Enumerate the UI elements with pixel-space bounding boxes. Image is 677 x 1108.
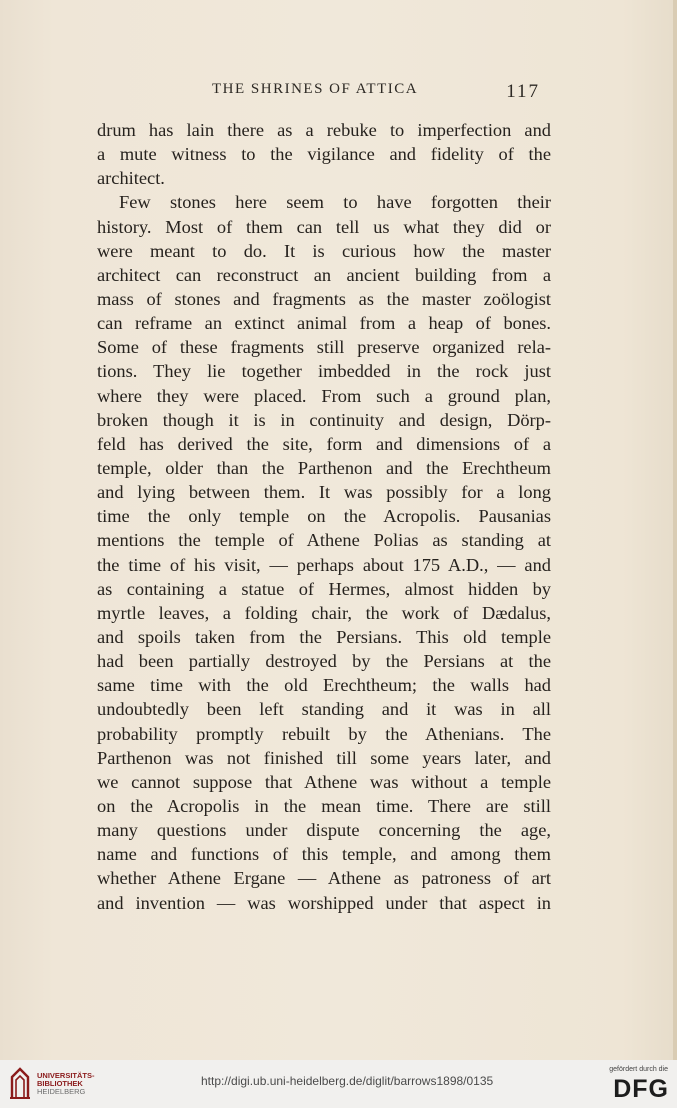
text-line: architect.: [97, 168, 165, 189]
text-line: myrtle leaves, a folding chair, the work of Dædalus,: [97, 602, 551, 623]
text-line: history. Most of them can tell us what they did or: [97, 216, 551, 237]
text-line: the time of his visit, — perhaps about 175 A.D., — and: [97, 554, 551, 575]
text-line: undoubtedly been left standing and it was in all: [97, 699, 551, 720]
text-line: and lying between them. It was possibly for a long: [97, 482, 551, 503]
text-line: feld has derived the site, form and dimensions of a: [97, 433, 551, 454]
text-line: name and functions of this temple, and among them: [97, 844, 551, 865]
text-line: had been partially destroyed by the Persians at the: [97, 651, 551, 672]
library-name-line2: BIBLIOTHEK: [37, 1079, 83, 1088]
text-line: on the Acropolis in the mean time. There are still: [97, 795, 551, 816]
text-line: can reframe an extinct animal from a heap of bones.: [97, 313, 551, 334]
library-logo-icon: [9, 1067, 31, 1100]
viewer-footer: [0, 1060, 677, 1108]
page-number: 117: [506, 81, 540, 102]
source-url-link[interactable]: http://digi.ub.uni-heidelberg.de/diglit/barrows1898/0135: [201, 1074, 494, 1088]
funder-note: gefördert durch die: [609, 1066, 668, 1073]
text-line: were meant to do. It is curious how the master: [97, 240, 551, 261]
text-line: same time with the old Erechtheum; the walls had: [97, 675, 551, 696]
body-text: [97, 118, 551, 915]
text-line: mentions the temple of Athene Polias as standing at: [97, 530, 551, 551]
text-line: and spoils taken from the Persians. This old temple: [97, 626, 551, 647]
paragraph-first-line: Few stones here seem to have forgotten their: [119, 192, 551, 213]
text-line: a mute witness to the vigilance and fidelity of the: [97, 144, 551, 165]
text-line: mass of stones and fragments as the master zoölogist: [97, 288, 551, 309]
text-line: broken though it is in continuity and design, Dörp-: [97, 409, 551, 430]
text-line: drum has lain there as a rebuke to imperfection and: [97, 120, 551, 140]
running-head: [100, 81, 550, 105]
text-line: architect can reconstruct an ancient building from a: [97, 264, 551, 285]
text-line: whether Athene Ergane — Athene as patroness of art: [97, 868, 551, 889]
funder-logo: DFG: [613, 1075, 669, 1103]
text-line: we cannot suppose that Athene was without a temple: [97, 771, 551, 792]
text-line: Parthenon was not finished till some years later, and: [97, 747, 551, 768]
text-line: Some of these fragments still preserve organized rela-: [97, 337, 551, 358]
text-line: temple, older than the Parthenon and the Erechtheum: [97, 457, 551, 478]
text-line: time the only temple on the Acropolis. Pausanias: [97, 506, 551, 527]
text-line: as containing a statue of Hermes, almost hidden by: [97, 578, 551, 599]
running-title: THE SHRINES OF ATTICA: [212, 81, 419, 97]
text-line: where they were placed. From such a ground plan,: [97, 385, 551, 406]
library-city: HEIDELBERG: [37, 1087, 86, 1096]
text-line: many questions under dispute concerning the age,: [97, 820, 551, 841]
library-name-line1: UNIVERSITÄTS-: [37, 1071, 95, 1080]
text-line: and invention — was worshipped under that aspect in: [97, 892, 551, 913]
text-line: tions. They lie together imbedded in the rock just: [97, 361, 551, 382]
text-line: probability promptly rebuilt by the Athenians. The: [97, 723, 551, 744]
library-name: [37, 1072, 95, 1096]
